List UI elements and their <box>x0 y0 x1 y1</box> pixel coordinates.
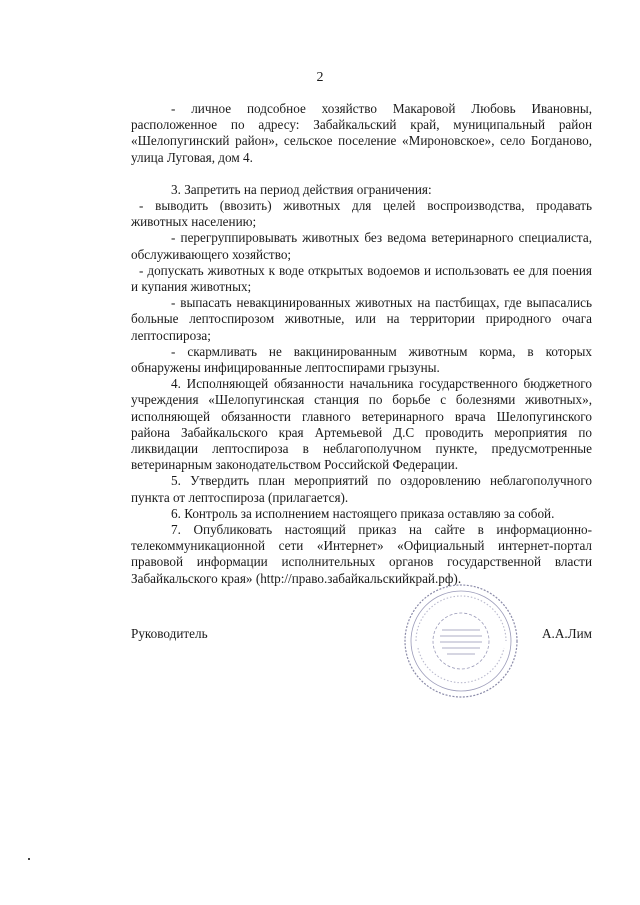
document-body <box>131 101 592 587</box>
paragraph-prohibit-water: - допускать животных к воде открытых водоемов и использовать ее для поения и купания животных; <box>131 262 592 295</box>
paragraph-prohibit-heading: 3. Запретить на период действия ограничения: <box>171 181 432 197</box>
scan-speck <box>28 858 30 860</box>
paragraph-item-7: 7. Опубликовать настоящий приказ на сайте в информационно-телекоммуникационной сети «Интернет» «Официальный интернет-портал правовой информации исполнительных органов государственной власти Забайкальского края» (http://право.забайкальскийкрай.рф). <box>131 522 592 586</box>
paragraph-prohibit-feed: - скармливать не вакцинированным животным корма, в которых обнаружены инфицированные лептоспирами грызуны. <box>131 343 592 376</box>
paragraph-item-4: 4. Исполняющей обязанности начальника государственного бюджетного учреждения «Шелопугинская станция по борьбе с болезнями животных», исполняющей обязанности главного ветеринарного врача Шелопугинского района Забайкальского края Артемьевой Д.С проводить мероприятия по ликвидации лептоспироза в неблагополучном пункте, предусмотренные ветеринарным законодательством Российской Федерации. <box>131 376 592 473</box>
paragraph-prohibit-regroup: - перегруппировывать животных без ведома ветеринарного специалиста, обслуживающего хозяйство; <box>131 230 592 262</box>
paragraph-farm-address: - личное подсобное хозяйство Макаровой Любовь Ивановны, расположенное по адресу: Забайкальский край, муниципальный район «Шелопугинский район», сельское поселение «Мироновское», село Богданово, улица Луговая, дом 4. <box>131 101 592 165</box>
paragraph-prohibit-grazing: - выпасать невакцинированных животных на пастбищах, где выпасались больные лептоспирозом животные, или на территории природного очага лептоспироза; <box>131 295 592 343</box>
signatory-name: А.А.Лим <box>542 626 592 641</box>
official-seal-stamp <box>402 582 520 700</box>
paragraph-item-6: 6. Контроль за исполнением настоящего приказа оставляю за собой. <box>171 505 555 521</box>
signatory-title: Руководитель <box>131 626 208 641</box>
page-number: 2 <box>316 70 324 85</box>
paragraph-gap <box>131 166 592 182</box>
paragraph-item-5: 5. Утвердить план мероприятий по оздоровлению неблагополучного пункта от лептоспироза (прилагается). <box>131 473 592 505</box>
paragraph-prohibit-export: - выводить (ввозить) животных для целей воспроизводства, продавать животных населению; <box>131 198 592 230</box>
